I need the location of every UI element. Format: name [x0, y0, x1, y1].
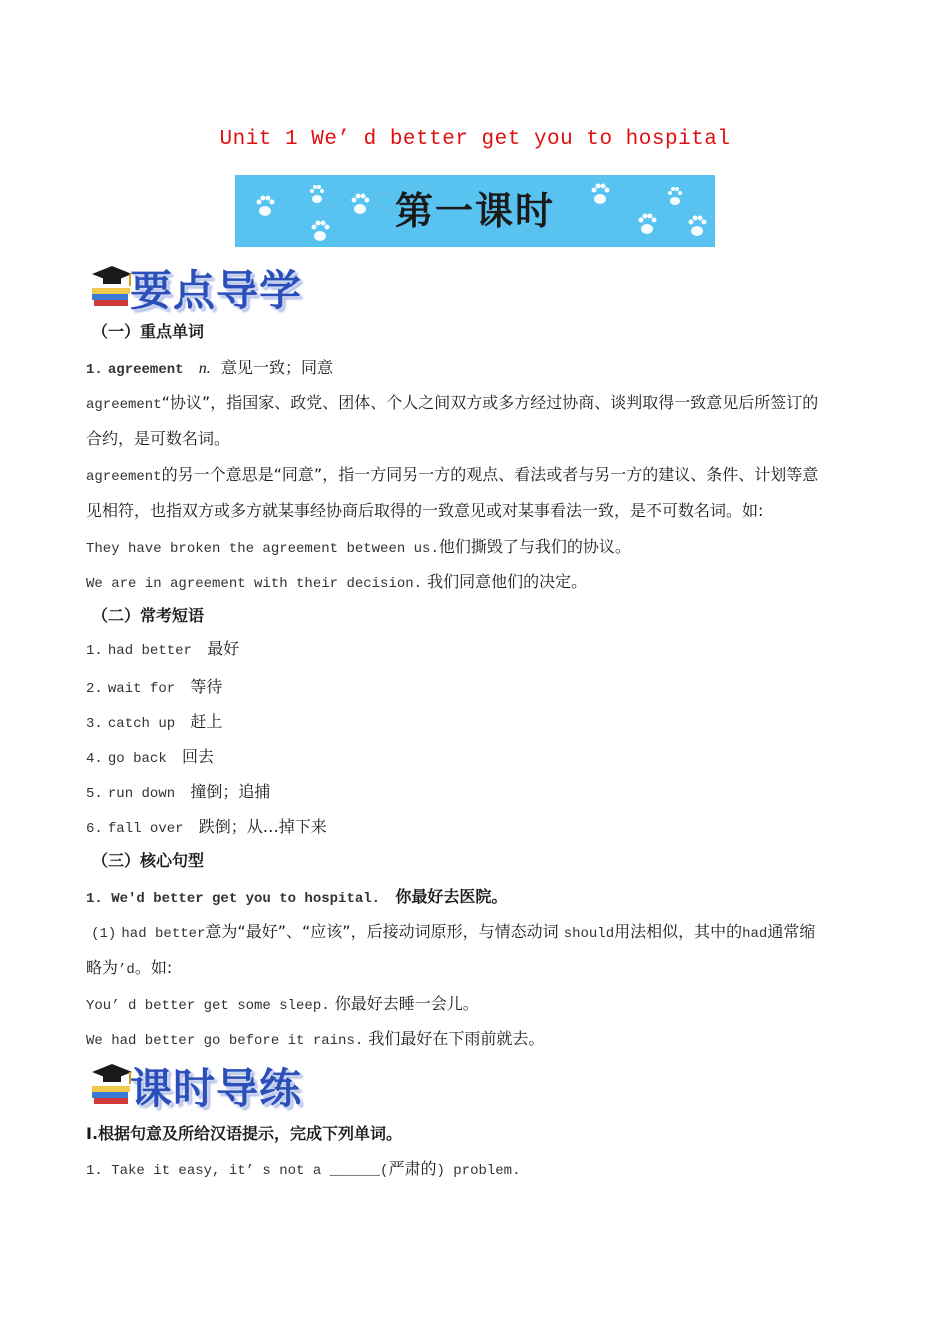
phrase-item — [86, 639, 876, 661]
phrase-num: 5. — [86, 786, 103, 802]
chinese-text: 。如: — [134, 958, 173, 977]
phrases-heading: （二）常考短语 — [92, 606, 205, 625]
phrase-num: 1. — [86, 643, 103, 659]
vocab-heading: （一）重点单词 — [92, 322, 205, 341]
note-num: (1) — [91, 926, 117, 942]
graduation-cap-icon — [88, 1058, 134, 1106]
phrase-item — [86, 677, 876, 699]
phrase-item — [86, 817, 876, 839]
phrase-num: 4. — [86, 751, 103, 767]
section-title: 课时导练 — [130, 1064, 303, 1113]
usage-note — [86, 958, 876, 980]
phrase-item — [86, 747, 876, 769]
chinese-text: 通常缩 — [767, 922, 816, 941]
phrase-chinese: 赶上 — [190, 712, 223, 731]
banner-title: 第一课时 — [394, 189, 555, 233]
paragraph-line — [86, 465, 876, 487]
section-title: 要点导学 — [130, 266, 303, 315]
sentence-english: 1. We'd better get you to hospital. — [86, 891, 381, 907]
example-sentence — [86, 572, 876, 594]
graduation-cap-icon — [88, 260, 134, 308]
usage-note — [86, 922, 876, 944]
example-english: We had better go before it rains. — [86, 1033, 364, 1049]
chinese-text: 用法相似，其中的 — [614, 922, 743, 941]
example-chinese: 我们同意他们的决定。 — [427, 572, 588, 591]
phrase-num: 2. — [86, 681, 103, 697]
phrase-num: 6. — [86, 821, 103, 837]
example-english: They have broken the agreement between us. — [86, 541, 439, 557]
phrase-item — [86, 782, 876, 804]
paragraph-line — [86, 393, 876, 415]
phrase-english: catch up — [107, 716, 176, 732]
page-title: Unit 1 We’ d better get you to hospital — [219, 128, 731, 151]
english-term: agreement — [86, 397, 162, 413]
example-chinese: 我们最好在下雨前就去。 — [368, 1029, 545, 1048]
phrase-chinese: 跌倒；从…掉下来 — [198, 817, 327, 836]
phrase-item — [86, 712, 876, 734]
phrase-chinese: 最好 — [207, 639, 240, 658]
vocab-word: agreement — [107, 362, 184, 378]
exercise-heading: I.根据句意及所给汉语提示，完成下列单词。 — [86, 1124, 403, 1143]
example-english: You’ d better get some sleep. — [86, 998, 330, 1014]
lesson-banner — [235, 175, 715, 247]
phrase-english: wait for — [107, 681, 176, 697]
paragraph-line: 见相符，也指双方或多方就某事经协商后取得的一致意见或对某事看法一致，是不可数名词。如: — [86, 501, 764, 520]
section-header-practice — [88, 1056, 348, 1112]
english-term: had — [742, 926, 768, 942]
english-term: should — [563, 926, 615, 942]
section-header-key-points — [88, 258, 348, 314]
chinese-text: 意为“最好”、“应该”，后接动词原形，与情态动词 — [205, 922, 559, 941]
phrase-english: run down — [107, 786, 176, 802]
paragraph-line: 合约，是可数名词。 — [86, 429, 231, 448]
example-sentence — [86, 994, 876, 1016]
phrase-chinese: 撞倒；追捕 — [190, 782, 271, 801]
english-term: had better — [121, 926, 206, 942]
phrase-english: had better — [107, 643, 192, 659]
english-term: agreement — [86, 469, 162, 485]
chinese-text: “协议”，指国家、政党、团体、个人之间双方或多方经过协商、谈判取得一致意见后所签订的 — [161, 393, 819, 412]
vocab-meaning: 意见一致；同意 — [220, 358, 333, 377]
phrase-num: 3. — [86, 716, 103, 732]
question-hint: 严肃的 — [388, 1159, 437, 1178]
example-sentence — [86, 1029, 876, 1051]
sentence-chinese: 你最好去医院。 — [395, 887, 508, 906]
chinese-text: 的另一个意思是“同意”，指一方同另一方的观点、看法或者与另一方的建议、条件、计划等意 — [161, 465, 819, 484]
question-text: ) problem. — [436, 1163, 521, 1179]
question-text: 1. Take it easy, it’ s not a ______( — [86, 1163, 389, 1179]
chinese-text: 略为 — [86, 958, 119, 977]
example-chinese: 你最好去睡一会儿。 — [334, 994, 479, 1013]
english-term: ’d — [118, 962, 135, 978]
sentences-heading: （三）核心句型 — [92, 851, 205, 870]
phrase-english: go back — [107, 751, 167, 767]
example-english: We are in agreement with their decision. — [86, 576, 423, 592]
phrase-chinese: 等待 — [190, 677, 223, 696]
example-sentence — [86, 537, 876, 559]
phrase-english: fall over — [107, 821, 184, 837]
phrase-chinese: 回去 — [181, 747, 214, 766]
core-sentence — [86, 887, 876, 909]
vocab-item — [86, 358, 876, 380]
vocab-num: 1. — [86, 362, 103, 378]
exercise-question — [86, 1159, 876, 1181]
example-chinese: 他们撕毁了与我们的协议。 — [438, 537, 631, 556]
vocab-pos: n. — [198, 360, 211, 377]
